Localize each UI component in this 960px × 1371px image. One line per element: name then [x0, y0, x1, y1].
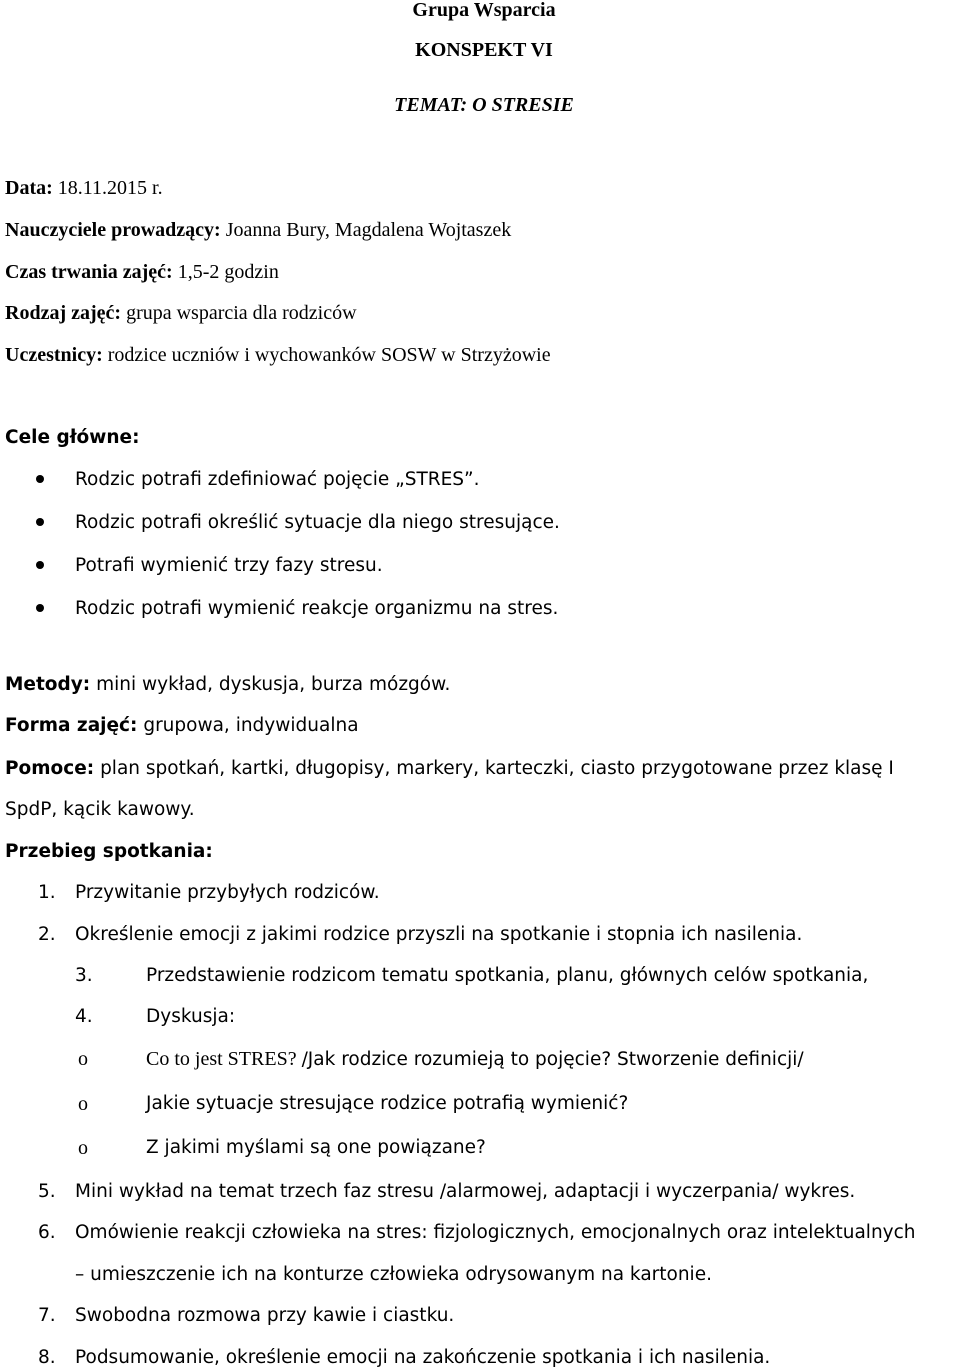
course-item: Omówienie reakcji człowieka na stres: fizjologicznych, emocjonalnych oraz intelektualnych [75, 1222, 916, 1243]
course-item: Podsumowanie, określenie emocji na zakończenie spotkania i ich nasilenia. [75, 1347, 771, 1368]
course-item: Przywitanie przybyłych rodziców. [75, 882, 380, 903]
goal-item: Rodzic potrafi wymienić reakcje organizmu na stres. [75, 598, 559, 619]
aids-label: Pomoce: [5, 758, 95, 779]
type-value: grupa wsparcia dla rodziców [126, 302, 357, 324]
course-item: Mini wykład na temat trzech faz stresu /alarmowej, adaptacji i wyczerpania/ wykres. [75, 1181, 856, 1202]
teachers-value: Joanna Bury, Magdalena Wojtaszek [225, 219, 512, 241]
date-line [5, 176, 163, 200]
form-value: grupowa, indywidualna [143, 715, 359, 736]
course-item: Określenie emocji z jakimi rodzice przyszli na spotkanie i stopnia ich nasilenia. [75, 924, 803, 945]
type-line [5, 301, 357, 325]
topic-title: TEMAT: O STRESIE [394, 94, 574, 116]
konspekt-title: KONSPEKT VI [415, 39, 553, 61]
list-number: 8. [38, 1347, 56, 1368]
course-item: Przedstawienie rodzicom tematu spotkania, planu, głównych celów spotkania, [146, 965, 869, 986]
org-title: Grupa Wsparcia [412, 0, 556, 21]
participants-label: Uczestnicy: [5, 344, 103, 366]
form-label: Forma zajęć: [5, 715, 138, 736]
methods-label: Metody: [5, 674, 91, 695]
goals-heading: Cele główne: [5, 427, 140, 448]
course-item-continuation: – umieszczenie ich na konturze człowieka odrysowanym na kartonie. [75, 1264, 712, 1285]
duration-value: 1,5-2 godzin [177, 261, 279, 283]
sub-bullet-icon: o [78, 1137, 88, 1159]
bullet-icon [36, 604, 44, 612]
aids-line-2: SpdP, kącik kawowy. [5, 799, 195, 820]
list-number: 6. [38, 1222, 56, 1243]
duration-line [5, 260, 279, 284]
participants-value: rodzice uczniów i wychowanków SOSW w Strzyżowie [107, 344, 551, 366]
bullet-icon [36, 561, 44, 569]
list-number: 2. [38, 924, 56, 945]
teachers-label: Nauczyciele prowadzący: [5, 219, 221, 241]
goal-item: Rodzic potrafi zdefiniować pojęcie „STRES”. [75, 469, 480, 490]
teachers-line [5, 218, 511, 242]
bullet-icon [36, 518, 44, 526]
goal-item: Rodzic potrafi określić sytuacje dla niego stresujące. [75, 512, 560, 533]
list-number: 7. [38, 1305, 56, 1326]
sub-bullet-icon: o [78, 1048, 88, 1070]
methods-value: mini wykład, dyskusja, burza mózgów. [96, 674, 451, 695]
methods-line [5, 673, 450, 697]
course-item: Dyskusja: [146, 1006, 236, 1027]
type-label: Rodzaj zajęć: [5, 302, 122, 324]
sub-item: Jakie sytuacje stresujące rodzice potrafią wymienić? [146, 1093, 629, 1114]
course-item: Swobodna rozmowa przy kawie i ciastku. [75, 1305, 455, 1326]
aids-line [5, 757, 894, 781]
list-number: 5. [38, 1181, 56, 1202]
duration-label: Czas trwania zajęć: [5, 261, 173, 283]
bullet-icon [36, 475, 44, 483]
sub-item: Z jakimi myślami są one powiązane? [146, 1137, 486, 1158]
list-number: 4. [75, 1006, 93, 1027]
course-heading: Przebieg spotkania: [5, 841, 213, 862]
date-value: 18.11.2015 r. [57, 177, 163, 199]
sub-item: Co to jest STRES? /Jak rodzice rozumieją to pojęcie? Stworzenie definicji/ [146, 1048, 804, 1070]
date-label: Data: [5, 177, 53, 199]
aids-value: plan spotkań, kartki, długopisy, markery, karteczki, ciasto przygotowane przez klasę I [100, 758, 894, 779]
participants-line [5, 343, 551, 367]
list-number: 3. [75, 965, 93, 986]
sub-bullet-icon: o [78, 1093, 88, 1115]
list-number: 1. [38, 882, 56, 903]
form-line [5, 714, 359, 738]
goal-item: Potrafi wymienić trzy fazy stresu. [75, 555, 383, 576]
